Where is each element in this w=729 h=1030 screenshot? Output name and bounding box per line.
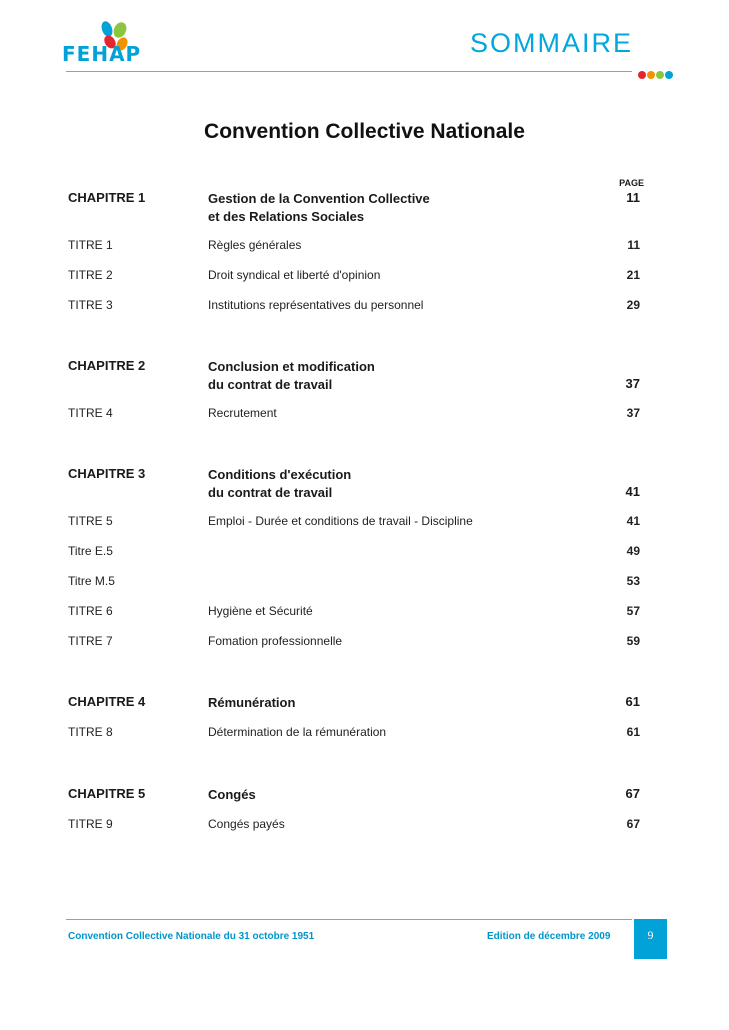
orange-dot-icon bbox=[647, 71, 655, 79]
red-dot-icon bbox=[638, 71, 646, 79]
chapter-label: CHAPITRE 5 bbox=[68, 786, 146, 801]
titre-text: Hygiène et Sécurité bbox=[208, 604, 313, 618]
page-number: 61 bbox=[626, 725, 640, 739]
chapter-title-line1: Conclusion et modification bbox=[208, 359, 375, 374]
document-title bbox=[0, 120, 729, 144]
chapter-label: CHAPITRE 2 bbox=[68, 358, 146, 373]
header-dots bbox=[638, 66, 674, 84]
page-number: 11 bbox=[627, 238, 640, 252]
titre-label: TITRE 7 bbox=[68, 634, 113, 648]
green-dot-icon bbox=[656, 71, 664, 79]
titre-label: TITRE 8 bbox=[68, 725, 113, 739]
header-title: SOMMAIRE bbox=[470, 28, 634, 58]
page-number: 61 bbox=[625, 694, 640, 709]
titre-label: TITRE 4 bbox=[68, 406, 113, 420]
chapter-title-line1: Conditions d'exécution bbox=[208, 467, 352, 482]
page-number: 41 bbox=[626, 514, 640, 528]
page-number: 57 bbox=[626, 604, 640, 618]
chapter-title bbox=[208, 190, 588, 226]
titre-label: TITRE 6 bbox=[68, 604, 113, 618]
chapter-title-line1: Gestion de la Convention Collective bbox=[208, 191, 430, 206]
document-title-text: Convention Collective Nationale bbox=[204, 120, 525, 143]
page-number: 29 bbox=[626, 298, 640, 312]
titre-label: TITRE 2 bbox=[68, 268, 113, 282]
fehap-logo bbox=[62, 20, 142, 72]
chapter-title: Congés bbox=[208, 787, 256, 802]
chapter-title-line2: du contrat de travail bbox=[208, 377, 333, 392]
logo-text: FEHAP bbox=[62, 42, 142, 66]
titre-text: Emploi - Durée et conditions de travail - Discipline bbox=[208, 514, 473, 528]
page-number: 37 bbox=[625, 376, 640, 391]
page-column-label: PAGE bbox=[619, 178, 644, 188]
chapter-title-line2: et des Relations Sociales bbox=[208, 209, 365, 224]
titre-text: Institutions représentatives du personnel bbox=[208, 298, 424, 312]
blue-dot-icon bbox=[665, 71, 673, 79]
chapter-label: CHAPITRE 4 bbox=[68, 694, 146, 709]
page-number-badge: 9 bbox=[634, 919, 667, 959]
titre-label: TITRE 5 bbox=[68, 514, 113, 528]
page-number: 41 bbox=[625, 484, 640, 499]
page-number: 53 bbox=[626, 574, 640, 588]
footer-divider bbox=[66, 919, 632, 920]
chapter-label: CHAPITRE 1 bbox=[68, 190, 146, 205]
titre-text: Congés payés bbox=[208, 817, 285, 831]
page-number: 37 bbox=[626, 406, 640, 420]
titre-text: Droit syndical et liberté d'opinion bbox=[208, 268, 381, 282]
titre-text: Fomation professionnelle bbox=[208, 634, 343, 648]
titre-label: TITRE 3 bbox=[68, 298, 113, 312]
titre-label: TITRE 9 bbox=[68, 817, 113, 831]
chapter-title bbox=[208, 358, 588, 394]
titre-text: Détermination de la rémunération bbox=[208, 725, 387, 739]
titre-label: TITRE 1 bbox=[68, 238, 113, 252]
titre-text: Recrutement bbox=[208, 406, 277, 420]
chapter-title-line2: du contrat de travail bbox=[208, 485, 333, 500]
footer-edition: Edition de décembre 2009 bbox=[487, 931, 611, 942]
chapter-title bbox=[208, 466, 588, 502]
header-divider bbox=[66, 71, 632, 72]
footer-document-name: Convention Collective Nationale du 31 octobre 1951 bbox=[68, 931, 315, 942]
page-number: 11 bbox=[626, 190, 640, 205]
titre-label: Titre E.5 bbox=[68, 544, 113, 558]
page-number: 67 bbox=[625, 786, 640, 801]
titre-text: Règles générales bbox=[208, 238, 302, 252]
page-number: 67 bbox=[626, 817, 640, 831]
page-number: 21 bbox=[626, 268, 640, 282]
chapter-title: Rémunération bbox=[208, 695, 296, 710]
chapter-label: CHAPITRE 3 bbox=[68, 466, 146, 481]
titre-label: Titre M.5 bbox=[68, 574, 115, 588]
page-number: 59 bbox=[626, 634, 640, 648]
page-number: 49 bbox=[626, 544, 640, 558]
